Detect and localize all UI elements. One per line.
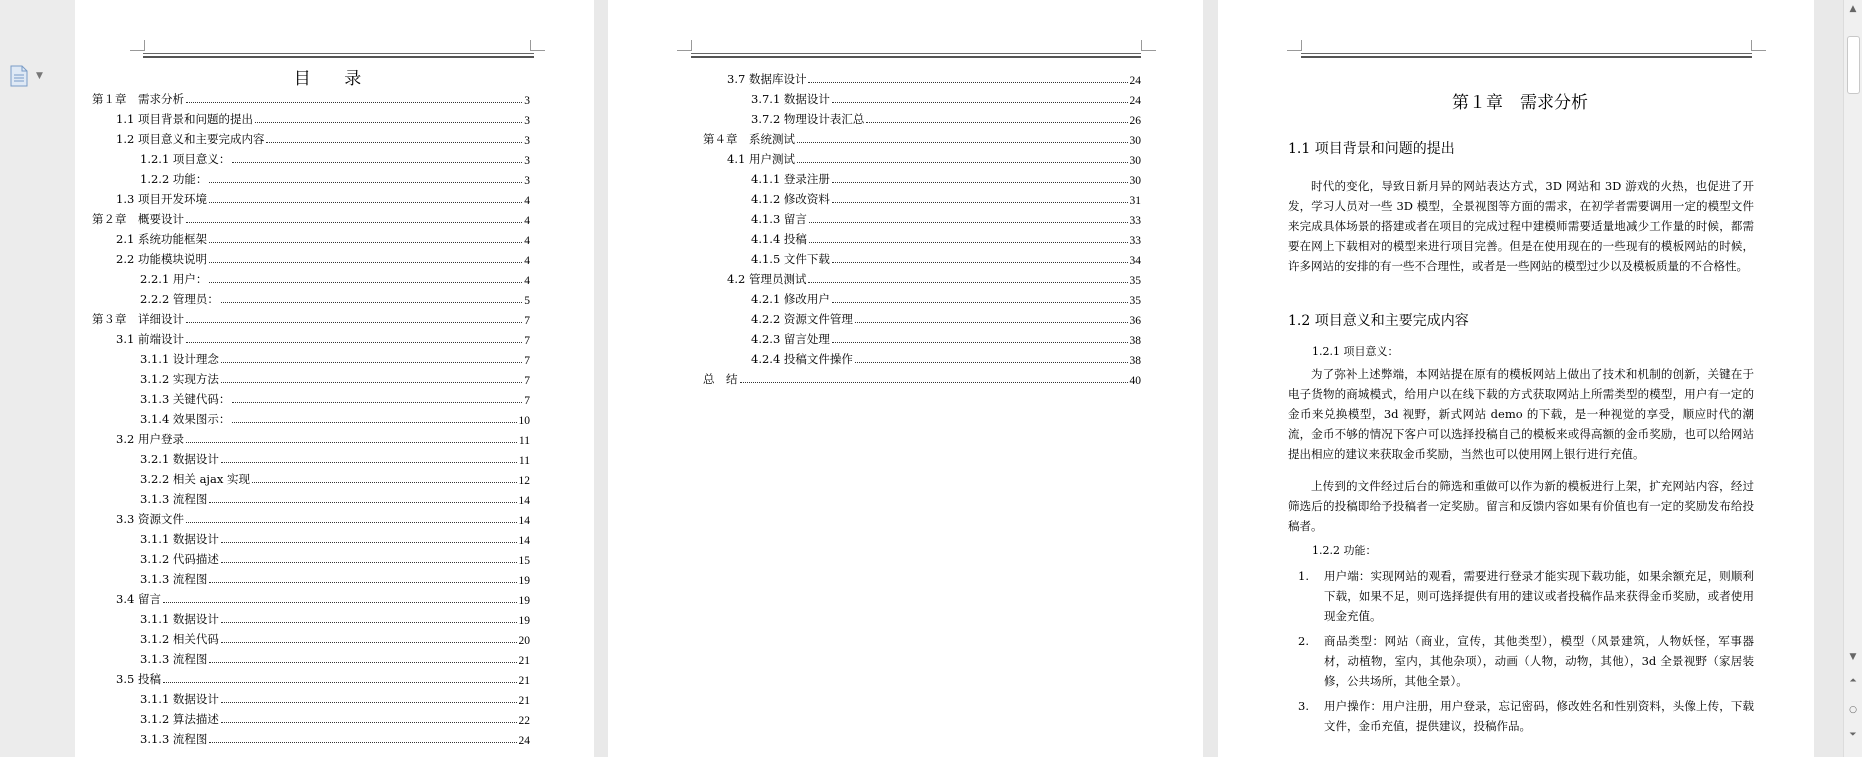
toc-entry[interactable] (703, 67, 1141, 87)
toc-leader (209, 182, 522, 183)
toc-entry-title: 4.1 用户测试 (727, 152, 795, 166)
toc-leader (209, 662, 516, 663)
toc-page-number: 7 (524, 395, 530, 407)
toc-leader (232, 162, 522, 163)
prev-page-icon[interactable]: ⏶ (1849, 676, 1857, 686)
toc-page-number: 14 (518, 535, 530, 547)
toc-entry-title: 3.1.2 算法描述 (140, 712, 219, 726)
toc-leader (209, 242, 522, 243)
toc-entry-title: 1.2 项目意义和主要完成内容 (116, 132, 265, 146)
toc-entry-title: 4.1.3 留言 (751, 212, 807, 226)
toc-entry-title: 3.1.3 流程图 (140, 492, 208, 506)
toc-leader (186, 522, 517, 523)
toc-page-number: 31 (1129, 195, 1141, 207)
toc-page-number: 33 (1129, 215, 1141, 227)
toc-leader (209, 742, 516, 743)
toc-leader (186, 322, 522, 323)
toc-page-number: 3 (524, 155, 530, 167)
toc-entry[interactable] (92, 627, 530, 647)
toc-entry[interactable] (92, 647, 530, 667)
toc-entry-title: 4.1.1 登录注册 (751, 172, 830, 186)
toc-leader (186, 442, 517, 443)
toc-entry-title: 4.2.3 留言处理 (751, 332, 830, 346)
toc-entry[interactable] (703, 287, 1141, 307)
toc-page-number: 30 (1129, 135, 1141, 147)
chapter-page (1218, 0, 1814, 757)
toc-page-number: 14 (518, 495, 530, 507)
toc-page-number: 3 (524, 135, 530, 147)
toc-entry-title: 3.5 投稿 (116, 672, 161, 686)
toc-page-number: 11 (518, 435, 530, 447)
toc-leader (866, 122, 1127, 123)
toc-entry-title: 3.1.3 流程图 (140, 572, 208, 586)
header-rule (1301, 53, 1752, 54)
scroll-up-icon[interactable]: ▲ (1849, 4, 1857, 14)
toc-leader (221, 562, 517, 563)
toc-page-number: 5 (524, 295, 530, 307)
crop-mark (530, 40, 545, 51)
toc-page-number: 4 (524, 195, 530, 207)
toc-leader (832, 202, 1128, 203)
toc-page-2 (608, 0, 1203, 757)
toc-page-number: 30 (1129, 155, 1141, 167)
toc-leader (186, 102, 522, 103)
toc-entry[interactable] (92, 387, 530, 407)
toc-page-1 (75, 0, 594, 757)
list-number: 3. (1298, 699, 1309, 713)
toc-leader (221, 362, 522, 363)
toc-leader (221, 642, 517, 643)
toc-entry[interactable] (703, 87, 1141, 107)
toc-entry[interactable] (703, 307, 1141, 327)
toc-entry[interactable] (703, 267, 1141, 287)
toc-page-number: 4 (524, 255, 530, 267)
toc-leader (797, 142, 1128, 143)
toc-entry[interactable] (92, 347, 530, 367)
toc-leader (232, 422, 516, 423)
toc-entry-title: 2.2.2 管理员： (140, 292, 219, 306)
toc-entry-title: 3.3 资源文件 (116, 512, 184, 526)
toc-leader (221, 302, 522, 303)
toc-leader (832, 182, 1128, 183)
toc-entry[interactable] (703, 127, 1141, 147)
toc-entry[interactable] (703, 187, 1141, 207)
toc-page-number: 4 (524, 215, 530, 227)
header-rule (1301, 56, 1752, 58)
toc-entry-title: 4.2.1 修改用户 (751, 292, 830, 306)
toc-page-number: 4 (524, 235, 530, 247)
toc-entry[interactable] (703, 327, 1141, 347)
header-rule (691, 53, 1141, 54)
toc-page-number: 30 (1129, 175, 1141, 187)
toc-entry-title: 4.1.2 修改资料 (751, 192, 830, 206)
toc-page-number: 36 (1129, 315, 1141, 327)
toc-list (92, 87, 530, 747)
toc-page-number: 22 (518, 715, 530, 727)
toc-page-number: 7 (524, 355, 530, 367)
toc-leader (740, 382, 1128, 383)
toc-leader (221, 462, 517, 463)
toc-entry-title: 3.1.3 关键代码： (140, 392, 231, 406)
body-paragraph: 时代的变化，导致日新月异的网站表达方式，3D 网站和 3D 游戏的火热，也促进了开发，学习人员对一些 3D 模型，全景视图等方面的需求，在初学者需要调用一定的模型文件来完成具体场景的搭建或者在项目的完成过程中建模师需要适量地减少工作量的时候，都需要在网上下载相对的模型来进行项目完善。但是在使用现在的一些现有的模板网站的时候，许多网站的安排的有一些不合理性，或者是一些网站的模型过少以及模板质量的不合格性。 (1288, 179, 1754, 273)
toc-page-number: 7 (524, 315, 530, 327)
toc-entry[interactable] (92, 507, 530, 527)
toc-page-number: 7 (524, 335, 530, 347)
toc-entry-title: 2.1 系统功能框架 (116, 232, 207, 246)
toc-page-number: 34 (1129, 255, 1141, 267)
toc-leader (163, 682, 517, 683)
toc-entry[interactable] (92, 427, 530, 447)
toc-entry[interactable] (92, 307, 530, 327)
crop-mark (1751, 40, 1766, 51)
list-item (1298, 566, 1754, 626)
select-browse-object-icon[interactable]: ○ (1849, 705, 1857, 715)
toc-entry-title: 3.1.1 数据设计 (140, 692, 219, 706)
toc-entry[interactable] (92, 687, 530, 707)
scrollbar-thumb[interactable] (1847, 36, 1860, 94)
toc-entry-title: 1.3 项目开发环境 (116, 192, 207, 206)
toc-entry[interactable] (92, 547, 530, 567)
toc-entry-title: 1.1 项目背景和问题的提出 (116, 112, 253, 126)
toc-leader (209, 262, 522, 263)
toc-list (703, 67, 1141, 387)
toc-entry-title: 2.2 功能模块说明 (116, 252, 207, 266)
chapter-title: 第１章 需求分析 (1452, 93, 1588, 113)
toc-entry-title: 4.2 管理员测试 (727, 272, 807, 286)
toc-entry[interactable] (92, 127, 530, 147)
toc-page-number: 24 (1129, 95, 1141, 107)
toc-leader (186, 342, 522, 343)
toc-page-number: 19 (518, 615, 530, 627)
toc-page-number: 7 (524, 375, 530, 387)
toc-entry[interactable] (92, 227, 530, 247)
toc-leader (855, 322, 1128, 323)
toc-page-number: 3 (524, 115, 530, 127)
toc-page-number: 4 (524, 275, 530, 287)
toc-entry-title: 3.7.2 物理设计表汇总 (751, 112, 865, 126)
toc-entry[interactable] (92, 467, 530, 487)
toc-entry[interactable] (703, 207, 1141, 227)
list-item-text: 用户操作：用户注册，用户登录，忘记密码，修改姓名和性别资料，头像上传，下载文件，金币充值，提供建议，投稿作品。 (1324, 699, 1754, 733)
toc-page-number: 21 (518, 655, 530, 667)
section-heading: 1.1 项目背景和问题的提出 (1288, 141, 1455, 157)
crop-mark (1141, 40, 1156, 51)
header-rule (143, 56, 534, 58)
list-item-text: 商品类型：网站（商业，宣传，其他类型），模型（风景建筑，人物妖怪，军事器材，动植物，室内，其他杂项），动画（人物，动物，其他），3d 全景视野（家居装修，公共场所，其他全景）。 (1324, 634, 1754, 688)
toc-entry-title: 3.4 留言 (116, 592, 161, 606)
toc-entry[interactable] (703, 367, 1141, 387)
toc-entry-title: 第２章 概要设计 (92, 212, 184, 226)
toc-page-number: 40 (1129, 375, 1141, 387)
toc-entry[interactable] (92, 267, 530, 287)
toc-entry-title: 3.7 数据库设计 (727, 72, 807, 86)
toc-entry[interactable] (703, 347, 1141, 367)
toc-page-number: 21 (518, 675, 530, 687)
toc-page-number: 3 (524, 175, 530, 187)
toc-entry-title: 3.1.2 代码描述 (140, 552, 219, 566)
toc-leader (221, 622, 517, 623)
toc-entry-title: 第１章 需求分析 (92, 92, 184, 106)
toc-leader (232, 402, 522, 403)
toc-entry-title: 3.1.2 相关代码 (140, 632, 219, 646)
toc-entry-title: 3.1.3 流程图 (140, 732, 208, 746)
toc-page-number: 38 (1129, 335, 1141, 347)
toc-entry[interactable] (92, 187, 530, 207)
chevron-down-icon[interactable]: ▼ (36, 71, 43, 81)
crop-mark (130, 40, 145, 51)
toc-page-number: 15 (518, 555, 530, 567)
toc-leader (186, 222, 522, 223)
toc-page-number: 24 (518, 735, 530, 747)
toc-page-number: 35 (1129, 295, 1141, 307)
toc-leader (832, 302, 1128, 303)
toc-entry-title: 3.1.1 数据设计 (140, 612, 219, 626)
list-number: 2. (1298, 634, 1309, 648)
toc-entry-title: 3.1.3 流程图 (140, 652, 208, 666)
toc-leader (221, 382, 522, 383)
toc-leader (797, 162, 1128, 163)
toc-page-number: 38 (1129, 355, 1141, 367)
toc-leader (221, 722, 517, 723)
header-rule (691, 56, 1141, 58)
toc-leader (855, 362, 1128, 363)
toc-leader (266, 142, 522, 143)
header-rule (143, 53, 534, 54)
toc-entry-title: 2.2.1 用户： (140, 272, 208, 286)
toc-page-number: 19 (518, 595, 530, 607)
subsection-heading: 1.2.1 项目意义： (1312, 345, 1399, 358)
body-paragraph: 为了弥补上述弊端，本网站提在原有的模板网站上做出了技术和机制的创新，关键在于电子货物的商城模式，给用户以在线下载的方式获取网站上所需类型的模型，用户有一定的金币来兑换模型，3d 视野，新式网站 demo 的下载，是一种视觉的享受，顺应时代的潮流，金币不够的情况下客户可以选择投稿自己的模板来或得高额的金币奖励，也可以给网站提出相应的建议来获取金币奖励，当然也可以使用网上银行进行充值。 (1288, 367, 1754, 461)
toc-leader (209, 582, 516, 583)
toc-entry[interactable] (92, 147, 530, 167)
toc-entry-title: 4.2.4 投稿文件操作 (751, 352, 853, 366)
toc-page-number: 11 (518, 455, 530, 467)
toc-page-number: 26 (1129, 115, 1141, 127)
toc-leader (809, 222, 1128, 223)
toc-page-number: 33 (1129, 235, 1141, 247)
numbered-list (1298, 566, 1754, 741)
toc-entry-title: 第３章 详细设计 (92, 312, 184, 326)
toc-page-number: 12 (518, 475, 530, 487)
toc-entry[interactable] (92, 527, 530, 547)
toc-entry[interactable] (92, 327, 530, 347)
toc-entry[interactable] (92, 727, 530, 747)
toc-entry[interactable] (92, 447, 530, 467)
toc-entry-title: 1.2.2 功能： (140, 172, 208, 186)
toc-leader (209, 202, 522, 203)
scroll-down-icon[interactable]: ▼ (1849, 652, 1857, 662)
toc-entry[interactable] (92, 607, 530, 627)
toc-entry[interactable] (92, 487, 530, 507)
toc-leader (255, 122, 522, 123)
toc-page-number: 24 (1129, 75, 1141, 87)
crop-mark (677, 40, 692, 51)
toc-page-number: 19 (518, 575, 530, 587)
toc-leader (832, 342, 1128, 343)
toc-leader (809, 242, 1128, 243)
subsection-heading: 1.2.2 功能： (1312, 544, 1377, 557)
toc-entry[interactable] (92, 707, 530, 727)
toc-entry[interactable] (92, 567, 530, 587)
toc-entry-title: 3.2.1 数据设计 (140, 452, 219, 466)
toc-page-number: 3 (524, 95, 530, 107)
toc-leader (832, 262, 1128, 263)
toc-leader (209, 502, 516, 503)
toc-entry[interactable] (92, 167, 530, 187)
toc-page-number: 14 (518, 515, 530, 527)
section-heading: 1.2 项目意义和主要完成内容 (1288, 313, 1469, 329)
toc-entry[interactable] (92, 367, 530, 387)
toc-entry-title: 第４章 系统测试 (703, 132, 795, 146)
toc-entry[interactable] (703, 167, 1141, 187)
toc-page-number: 21 (518, 695, 530, 707)
toc-title: 目 录 (293, 69, 376, 89)
toc-entry[interactable] (92, 587, 530, 607)
toc-entry-title: 4.1.4 投稿 (751, 232, 807, 246)
toc-entry[interactable] (92, 247, 530, 267)
toc-entry[interactable] (703, 147, 1141, 167)
toc-entry[interactable] (703, 227, 1141, 247)
toc-leader (808, 82, 1127, 83)
toc-entry[interactable] (92, 287, 530, 307)
toc-entry-title: 3.1.2 实现方法 (140, 372, 219, 386)
toc-entry-title: 3.1.4 效果图示： (140, 412, 231, 426)
toc-entry-title: 3.7.1 数据设计 (751, 92, 830, 106)
toc-entry-title: 3.2 用户登录 (116, 432, 184, 446)
toc-entry[interactable] (703, 107, 1141, 127)
list-number: 1. (1298, 569, 1309, 583)
left-gutter (0, 0, 75, 757)
toc-entry[interactable] (92, 207, 530, 227)
toc-leader (221, 702, 517, 703)
toc-entry[interactable] (92, 107, 530, 127)
toc-entry[interactable] (92, 87, 530, 107)
toc-page-number: 10 (518, 415, 530, 427)
list-item (1298, 696, 1754, 736)
next-page-icon[interactable]: ⏷ (1849, 730, 1857, 740)
toc-leader (221, 542, 517, 543)
toc-entry-title: 总 结 (703, 372, 738, 386)
toc-page-number: 20 (518, 635, 530, 647)
toc-leader (209, 282, 522, 283)
toc-entry-title: 3.2.2 相关 ajax 实现 (140, 472, 250, 486)
toc-leader (252, 482, 517, 483)
list-item-text: 用户端：实现网站的观看，需要进行登录才能实现下载功能，如果余额充足，则顺利下载，如果不足，则可选择提供有用的建议或者投稿作品来获得金币奖励，或者使用现金充值。 (1324, 569, 1754, 623)
vertical-scrollbar[interactable] (1843, 0, 1862, 757)
toc-entry-title: 4.2.2 资源文件管理 (751, 312, 853, 326)
list-item (1298, 631, 1754, 691)
toc-leader (832, 102, 1128, 103)
toc-entry[interactable] (92, 667, 530, 687)
body-paragraph: 上传到的文件经过后台的筛选和重做可以作为新的模板进行上架，扩充网站内容，经过筛选后的投稿即给予投稿者一定奖励。留言和反馈内容如果有价值也有一定的奖励发布给投稿者。 (1288, 479, 1754, 533)
toc-entry-title: 4.1.5 文件下载 (751, 252, 830, 266)
toc-page-number: 35 (1129, 275, 1141, 287)
toc-leader (808, 282, 1127, 283)
toc-entry-title: 3.1 前端设计 (116, 332, 184, 346)
toc-entry-title: 3.1.1 设计理念 (140, 352, 219, 366)
document-icon[interactable] (10, 65, 28, 87)
crop-mark (1287, 40, 1302, 51)
toc-leader (163, 602, 517, 603)
toc-entry-title: 1.2.1 项目意义： (140, 152, 231, 166)
toc-entry[interactable] (92, 407, 530, 427)
toc-entry-title: 3.1.1 数据设计 (140, 532, 219, 546)
toc-entry[interactable] (703, 247, 1141, 267)
